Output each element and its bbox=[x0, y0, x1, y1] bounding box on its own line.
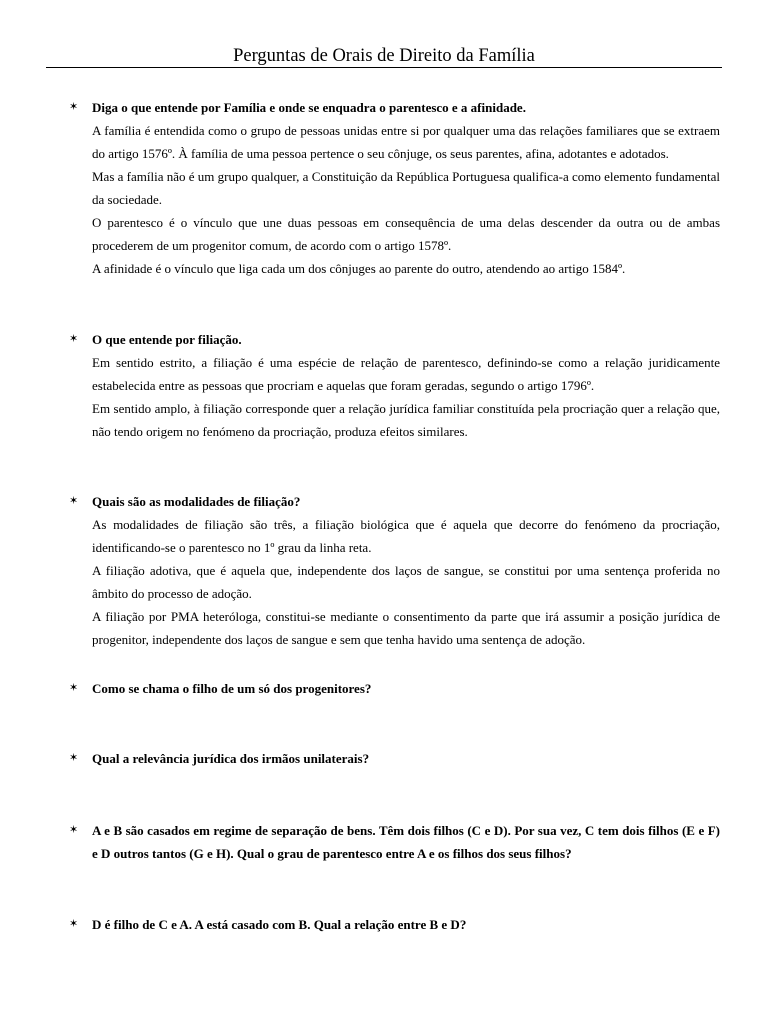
question-text: D é filho de C e A. A está casado com B. Qual a relação entre B e D? bbox=[92, 917, 467, 932]
bullet-icon: ✶ bbox=[69, 918, 79, 930]
question-text: Diga o que entende por Família e onde se enquadra o parentesco e a afinidade. bbox=[92, 100, 526, 115]
question-text: Como se chama o filho de um só dos progenitores? bbox=[92, 681, 372, 696]
bullet-icon: ✶ bbox=[69, 495, 79, 507]
question-text: A e B são casados em regime de separação de bens. Têm dois filhos (C e D). Por sua vez, C tem dois filhos (E e F) e D outros tantos (G e H). Qual o grau de parentesco entre A e os filhos dos seus filhos? bbox=[92, 823, 720, 861]
answer-paragraph: Em sentido estrito, a filiação é uma espécie de relação de parentesco, definindo-se como a relação juridicamente estabelecida entre as pessoas que procriam e aquelas que foram geradas, segundo o artigo 1796º. bbox=[92, 355, 720, 393]
bullet-icon: ✶ bbox=[69, 333, 79, 345]
answer-paragraph: A filiação por PMA heteróloga, constitui-se mediante o consentimento da parte que irá assumir a posição jurídica de progenitor, independente dos laços de sangue e sem que tenha havido uma sentença de adoção. bbox=[92, 609, 720, 647]
answer-paragraph: O parentesco é o vínculo que une duas pessoas em consequência de uma delas descender da outra ou de ambas procederem de um progenitor comum, de acordo com o artigo 1578º. bbox=[92, 215, 720, 253]
answer-paragraph: Em sentido amplo, à filiação corresponde quer a relação jurídica familiar constituída pela procriação quer a relação que, não tendo origem no fenómeno da procriação, produza efeitos similares. bbox=[92, 401, 720, 439]
answer-block bbox=[92, 119, 720, 280]
bullet-icon: ✶ bbox=[69, 101, 79, 113]
question-text: Quais são as modalidades de filiação? bbox=[92, 494, 301, 509]
question-text: O que entende por filiação. bbox=[92, 332, 242, 347]
bullet-icon: ✶ bbox=[69, 752, 79, 764]
answer-paragraph: A família é entendida como o grupo de pessoas unidas entre si por qualquer uma das relações familiares que se extraem do artigo 1576º. À família de uma pessoa pertence o seu cônjuge, os seus parentes, afina, adotantes e adotados. bbox=[92, 123, 720, 161]
question-text: Qual a relevância jurídica dos irmãos unilaterais? bbox=[92, 751, 370, 766]
bullet-icon: ✶ bbox=[69, 824, 79, 836]
document-title: Perguntas de Orais de Direito da Família bbox=[233, 46, 535, 66]
bullet-icon: ✶ bbox=[69, 682, 79, 694]
answer-block bbox=[92, 351, 720, 443]
answer-paragraph: As modalidades de filiação são três, a filiação biológica que é aquela que decorre do fenómeno da procriação, identificando-se o parentesco no 1º grau da linha reta. bbox=[92, 517, 720, 555]
answer-block bbox=[92, 513, 720, 651]
answer-paragraph: A afinidade é o vínculo que liga cada um dos cônjuges ao parente do outro, atendendo ao artigo 1584º. bbox=[92, 261, 626, 276]
answer-paragraph: A filiação adotiva, que é aquela que, independente dos laços de sangue, se constitui por uma sentença proferida no âmbito do processo de adoção. bbox=[92, 563, 720, 601]
answer-paragraph: Mas a família não é um grupo qualquer, a Constituição da República Portuguesa qualifica-a como elemento fundamental da sociedade. bbox=[92, 169, 720, 207]
